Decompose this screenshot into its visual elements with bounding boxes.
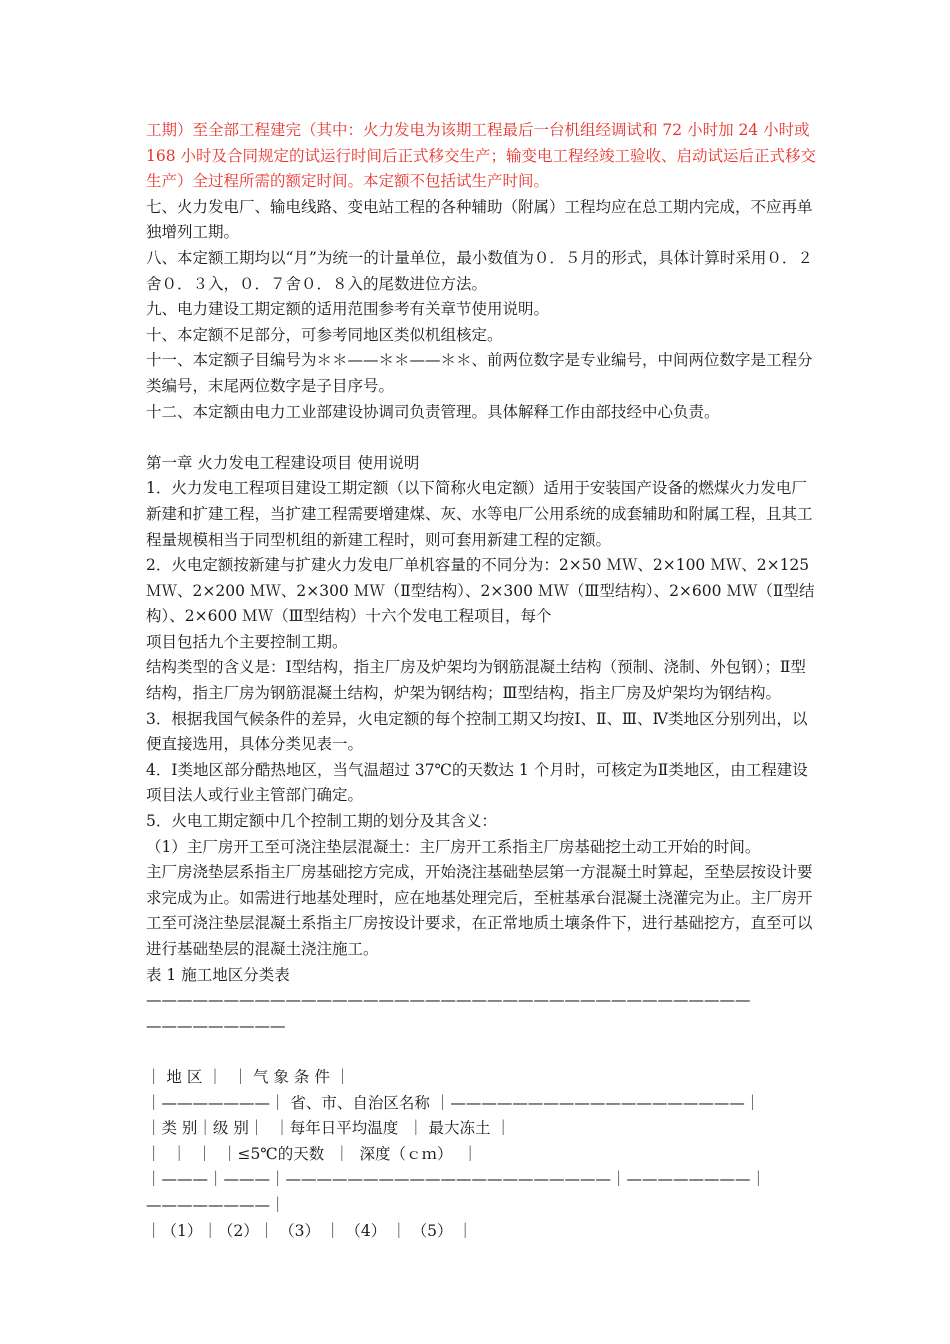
chapter-title: 第一章 火力发电工程建设项目 使用说明 (146, 453, 420, 472)
clause-10: 十、本定额不足部分，可参考同地区类似机组核定。 (146, 325, 503, 344)
clause-7: 七、火力发电厂、输电线路、变电站工程的各种辅助（附属）工程均应在总工期内完成，不应再单独增列工期。 (146, 197, 813, 242)
table-rule-top-cont: ————————— (146, 1016, 286, 1035)
clause-8: 八、本定额工期均以“月”为统一的计量单位，最小数值为０．５月的形式，具体计算时采用０．２舍０．３入，０．７舍０．８入的尾数进位方法。 (146, 248, 813, 293)
table-header-row-4: ｜ ｜ ｜ ｜≤5℃的天数 ｜ 深度（ｃｍ） ｜ (146, 1144, 478, 1163)
chapter-paragraph-3: 结构类型的含义是：Ⅰ型结构，指主厂房及炉架均为钢筋混凝土结构（预制、浇制、外包钢）；Ⅱ型结构，指主厂房为钢筋混凝土结构，炉架为钢结构；Ⅲ型结构，指主厂房及炉架均为钢结构。 (146, 658, 806, 703)
table-header-row-3: ｜类 别｜级 别｜ ｜每年日平均温度 ｜ 最大冻土 ｜ (146, 1119, 511, 1138)
chapter-paragraph-6: 5．火电工期定额中几个控制工期的划分及其含义： (146, 812, 497, 831)
document-page (146, 118, 816, 1244)
chapter-paragraph-8: 主厂房浇垫层系指主厂房基础挖方完成，开始浇注基础垫层第一方混凝土时算起，至垫层按设计要求完成为止。如需进行地基处理时，应在地基处理完后，至桩基承台混凝土浇灌完为止。主厂房开工至可浇注垫层混凝土系指主厂房按设计要求，在正常地质土壤条件下，进行基础挖方，直至可以进行基础垫层的混凝土浇注施工。 (146, 863, 813, 958)
table-header-row-1: ｜ 地 区 ｜ ｜ 气 象 条 件 ｜ (146, 1067, 351, 1086)
chapter-paragraph-2b: 项目包括九个主要控制工期。 (146, 632, 348, 651)
chapter-paragraph-2: 2．火电定额按新建与扩建火力发电厂单机容量的不同分为：2×50 ＭＷ、2×100 ＭＷ、2×125 ＭＷ、2×200 ＭＷ、2×300 ＭＷ（Ⅱ型结构）、2×300 ＭＷ（Ⅲ型结构）、2×600 ＭＷ（Ⅱ型结构）、2×600 ＭＷ（Ⅲ型结构）十六个发电工程项目，每个 (146, 556, 815, 626)
chapter-paragraph-5: 4．Ⅰ类地区部分酷热地区，当气温超过 37℃的天数达 1 个月时，可核定为Ⅱ类地区，由工程建设项目法人或行业主管部门确定。 (146, 760, 808, 805)
blank-line (146, 1039, 816, 1065)
table-rule-mid-cont: ————————｜ (146, 1195, 286, 1214)
table-column-numbers: ｜（1）｜（2）｜ （3） ｜ （4） ｜ （5） ｜ (146, 1221, 473, 1240)
clause-9: 九、电力建设工期定额的适用范围参考有关章节使用说明。 (146, 300, 550, 319)
blank-line (146, 425, 816, 451)
table-header-row-2: ｜———————｜ 省、市、自治区名称 ｜———————————————————｜ (146, 1093, 761, 1112)
chapter-paragraph-1: 1．火力发电工程项目建设工期定额（以下简称火电定额）适用于安装国产设备的燃煤火力发电厂新建和扩建工程，当扩建工程需要增建煤、灰、水等电厂公用系统的成套辅助和附属工程，且其工程量规模相当于同型机组的新建工程时，则可套用新建工程的定额。 (146, 479, 813, 549)
clause-11: 十一、本定额子目编号为＊＊——＊＊——＊＊、前两位数字是专业编号，中间两位数字是工程分类编号，末尾两位数字是子目序号。 (146, 351, 813, 395)
table-rule-top: ——————————————————————————————————————— (146, 991, 751, 1010)
clause-12: 十二、本定额由电力工业部建设协调司负责管理。具体解释工作由部技经中心负责。 (146, 402, 720, 421)
chapter-paragraph-4: 3．根据我国气候条件的差异，火电定额的每个控制工期又均按Ⅰ、Ⅱ、Ⅲ、Ⅳ类地区分别列出，以便直接选用，具体分类见表一。 (146, 709, 808, 754)
table-caption: 表 1 施工地区分类表 (146, 965, 290, 984)
table-rule-mid: ｜———｜———｜—————————————————————｜————————｜ (146, 1170, 767, 1189)
intro-paragraph-red: 工期）至全部工程建完（其中：火力发电为该期工程最后一台机组经调试和 72 小时加 24 小时或 168 小时及合同规定的试运行时间后正式移交生产；输变电工程经竣工验收、启动试运后正式移交生产）全过程所需的额定时间。本定额不包括试生产时间。 (146, 121, 817, 191)
chapter-paragraph-7: （1）主厂房开工至可浇注垫层混凝土：主厂房开工系指主厂房基础挖土动工开始的时间。 (146, 837, 761, 856)
